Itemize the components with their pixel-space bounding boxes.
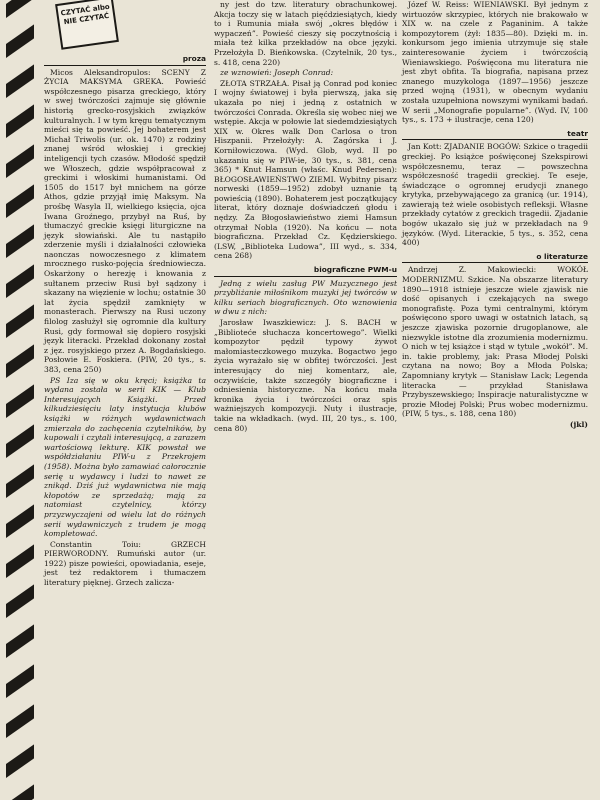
section-rubric-o-literaturze: o literaturze [402, 252, 588, 264]
author-signature: (jkl) [569, 419, 588, 429]
column-1 [44, 0, 206, 589]
review-kott: Jan Kott: ZJADANIE BOGÓW: Szkice o tragedii greckiej. Po książce poświęconej Szekspirowi współczesnemu, teraz — powszechna współczesność tragedii greckiej. Te eseje, świadczące o ogromnej erudycji znanego krytyka, przebywającego za granicą (ur. 1914), zawierają też wiele osobistych refleksji. Własne przekłady cytatów z greckich tragedii. Zjadanie bogów ukazało się już w przekładach na 9 języków. (Wyd. Literackie, 5 tys., s. 352, cena 400) [402, 142, 588, 248]
review-reiss-wieniawski: Józef W. Reiss: WIENIAWSKI. Był jednym z wirtuozów skrzypiec, których nie brakowało w XIX w. na czele z Paganinim. A także kompozytorem (żył: 1835—80). Dzięki m. in. konkursom jego imienia utrzymuje się stałe zainteresowanie życiem i twórczością Wieniawskiego. Poświęcona mu literatura nie jest zbyt obfita. Ta biografia, napisana przez znanego muzykologa (1897—1956) jeszcze przed wojną (1931), w obecnym wydaniu została uzupełniona nowszymi wynikami badań. W serii „Monografie popularne”. (Wyd. IV, 100 tys., s. 173 + ilustracje, cena 120) [402, 0, 588, 125]
czytac-logo: CZYTAĆ albo NIE CZYTAĆ [55, 0, 119, 50]
column-3 [402, 0, 588, 430]
review-aleksandropulos: Micos Aleksandropulos: SCENY Z ŻYCIA MAKSYMA GREKA. Powieść współczesnego pisarza greckiego, który w swej twórczości zajmuje się głównie historią grecko-rosyjskich związków kulturalnych. I w tym kręgu tematycznym mieści się ta powieść. Jej bohaterem jest Michał Triwolis (ur. ok. 1470) z rodziny znanej wśród włoskiej i greckiej inteligencji tych czasów. Młodość spędził we Włoszech, gdzie współpracował z greckimi i włoskimi humanistami. Od 1505 do 1517 był mnichem na górze Athos, gdzie przyjął imię Maksym. Na prośbę Wasyla II, wielkiego księcia, ojca Iwana Groźnego, przybył na Ruś, by tłumaczyć greckie księgi liturgiczne na język słowiański. Ale tu nastąpiło zderzenie myśli i działalności człowieka naonczas nowoczesnego z klimatem mrocznego rusko-pojęcia średniowiecza. Oskarżony o herezję i knowania z sułtanem przeciw Rusi był sądzony i skazany na więzienie w lochu; ostatnie 30 lat życia spędził zamknięty w monasterach. Pierwszy na Rusi uczony filolog zasłużył się ogromnie dla kultury Rusi, gdy formował się dopiero rosyjski język literacki. Przekład dokonany został z jęz. rosyjskiego przez A. Bogdańskiego. Posłowie E. Foskiera. (PIW, 20 tys., s. 383, cena 250) [44, 67, 206, 374]
review-makowiecki: Andrzej Z. Makowiecki: WOKÓŁ MODERNIZMU. Szkice. Na obszarze literatury 1890—1918 istnieje jeszcze wiele zjawisk nie dość opisanych i czekających na swego monografistę. Poza tymi centralnymi, którym poświęcono sporo uwagi w ostatnich latach, są jeszcze zjawiska pozornie drugoplanowe, ale niezwykle istotne dla zrozumienia modernizmu. O nich w tej książce i stąd w tytule „wokół”. M. in. takie problemy, jak: Prasa Młodej Polski czytana na nowo; Boy a Młoda Polska; Zapomniany krytyk — Stanisław Lack; Legenda literacka — przykład Stanisława Przybyszewskiego; Inspiracje naturalistyczne w prozie Młodej Polski; Prus wobec modernizmu. (PIW, 5 tys., s. 188, cena 180) [402, 265, 588, 419]
section-rubric-teatr: teatr [402, 129, 588, 141]
review-iwaszkiewicz-bach: Jarosław Iwaszkiewicz: J. S. BACH w „Biblioteće słuchacza koncertowego”. Wielki kompozytor pędził typowy żywot małomiasteczkowego muzyka. Bogactwo jego życia wyrażało się w obfitej twórczości. Jest interesujący do niej komentarz, ale, oczywiście, także szczegóły biograficzne i odniesienia historyczne. Na końcu mała kronika życia i twórczości oraz spis ważniejszych kompozycji. Nuty i ilustracje, takie na wkładkach. (wyd. III, 20 tys., s. 100, cena 80) [214, 318, 397, 433]
review-toiu: Constantin Toiu: GRZECH PIERWORODNY. Rumuński autor (ur. 1922) pisze powieści, opowiadania, eseje, jest też redaktorem i tłumaczem literatury pięknej. Grzech zalicza- [44, 539, 206, 588]
column-2 [214, 0, 397, 434]
review-toiu-continued: ny jest do tzw. literatury obrachunkowej. Akcja toczy się w latach pięćdziesiątych, kiedy to i Rumunia miała swój „okres błędów i wypaczeń”. Powieść cieszy się poczytnością i miała też kilka przekładów na obce języki. Przełożyła D. Bieńkowska. (Czytelnik, 20 tys., s. 418, cena 220) [214, 0, 397, 67]
reissues-heading: ze wznowień: Joseph Conrad: [220, 68, 334, 78]
review-conrad-hamsun: ZŁOTA STRZAŁA. Pisał ją Conrad pod koniec I wojny światowej i była pierwszą, jaka się ukazała po niej i jedną z ostatnich w twórczości Conrada. Określa się wobec niej we wstępie. Akcja w połowie lat siedemdziesiątych XIX w. Okres walk Don Carlosa o tron Hiszpanii. Przełożyły: A. Zagórska i J. Korniłowiczowa. (Wyd. Glob, wyd. II po ukazaniu się w PIW-ie, 30 tys., s. 381, cena 365) * Knut Hamsun (właśc. Knud Pedersen): BŁOGOSŁAWIEŃSTWO ZIEMI. Wybitny pisarz norweski (1859—1952) zdobył uznanie tą powieścią (1890). Bohaterem jest początkujący literat, który doznaje doświadczeń głodu i nędzy. Za Błogosławieństwo ziemi Hamsun otrzymał Nobla (1920). Na końcu — nota biograficzna. Przekład Cz. Kędzierskiego. (LSW, „Biblioteka Ludowa”, III wyd., s. 334, cena 268) [214, 78, 397, 261]
pwm-intro: Jedną z wielu zasług PW Muzycznego jest przybliżanie miłośnikom muzyki jej twórców w kilku seriach biograficznych. Oto wznowienia w dwu z nich: [214, 278, 397, 317]
ps-note-kik: PS Iza się w oku kręci; książka ta wydana została w serii KIK — Klub Interesujących Książki. Przed kilkudziesięciu laty instytucja klubów książki w różnych wydawnictwach zmierzała do zachęcenia czytelników, by kupowali i czytali interesującą, a zarazem wartościową lekturę. KIK powstał we współdziałaniu PIW-u z Przekrojem (1958). Można było zamawiać całorocznie serię u wydawcy i ludzi to nawet ze znikąd. Dziś już wydawnictwa nie mają kłopotów ze sprzedażą; mają za natomiast czytelnicy, którzy przyzwyczajeni od wielu lat do różnych serii wydawniczych z trudem je mogą kompletować. [44, 375, 206, 539]
section-rubric-pwm: biograficzne PWM-u [214, 265, 397, 277]
decorative-stripe-border [6, 0, 34, 800]
section-rubric-proza: proza [44, 54, 206, 66]
